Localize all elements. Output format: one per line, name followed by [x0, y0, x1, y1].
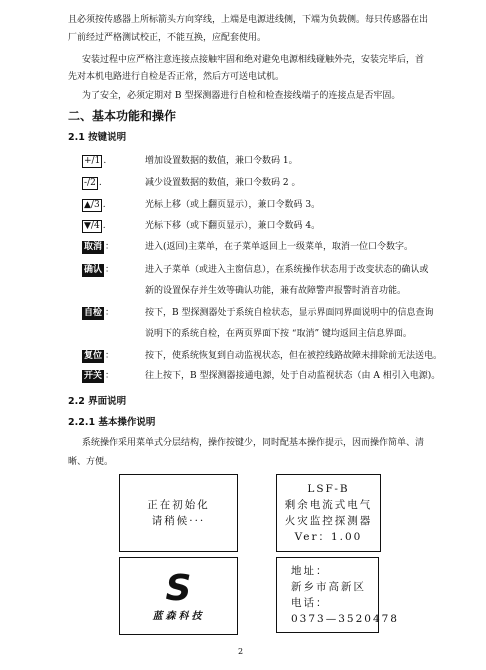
key-confirm-desc-2: 新的设置保存并生效等确认功能，兼有故障警声报警时消音功能。 — [145, 286, 407, 296]
screen-contact — [276, 557, 399, 633]
key-power: 开关 ： — [84, 371, 115, 381]
key-cancel-desc: 进入(返回)主菜单，在子菜单返回上一级菜单，取消一位口令数字。 — [145, 242, 414, 252]
screen-contact-phone: 0373—3520478 — [291, 613, 399, 625]
key-minus-2: -/2 . — [84, 178, 102, 188]
key-confirm: 确认 ： — [84, 265, 115, 275]
key-down-4-label: ▼/4 — [84, 221, 100, 231]
screen-logo — [119, 557, 238, 635]
key-confirm-desc: 进入子菜单（或进入主窗信息），在系统操作状态用于改变状态的确认或 — [145, 265, 429, 275]
key-power-label: 开关 — [84, 371, 103, 381]
key-selftest-label: 自检 — [84, 308, 103, 318]
key-confirm-label: 确认 — [84, 265, 103, 275]
key-reset: 复位 ： — [84, 351, 115, 361]
company-logo-mark: S — [165, 567, 192, 609]
key-selftest: 自检 ： — [84, 308, 115, 318]
section-2-1-heading: 2.1 按键说明 — [68, 132, 127, 143]
screen-contact-address-label: 地址： — [291, 565, 329, 577]
key-up-3-label: ▲/3 — [84, 200, 100, 210]
key-down-4: ▼/4 . — [84, 221, 106, 231]
screen-init-line-1: 正在初始化 — [147, 499, 210, 511]
screen-contact-phone-label: 电话： — [291, 597, 329, 609]
intro-line-1: 且必须按传感器上所标箭头方向穿线，上端是电源进线侧，下端为负载侧。每只传感器在出 — [68, 15, 429, 25]
key-selftest-desc: 按下，B 型探测器处于系统自检状态，显示界面同界面说明中的信息查询 — [145, 308, 434, 318]
key-reset-label: 复位 — [84, 351, 103, 361]
key-cancel-label: 取消 — [84, 242, 103, 252]
key-plus-1-desc: 增加设置数据的数值，兼口令数码 1。 — [145, 156, 298, 166]
key-power-desc: 往上按下，B 型探测器接通电源，处于自动监视状态（由 A 相引入电源)。 — [145, 371, 441, 381]
page-number: 2 — [238, 647, 244, 656]
para-221-line-2: 晰、方便。 — [68, 457, 114, 467]
intro-line-2: 厂前经过严格测试校正，不能互换，应配套使用。 — [68, 33, 267, 43]
screen-product-model: LSF-B — [307, 483, 350, 495]
key-selftest-desc-2: 说明下的系统自检，在两页界面下按 “取消” 键均返回主信息界面。 — [145, 329, 412, 339]
key-minus-2-desc: 减少设置数据的数值，兼口令数码 2 。 — [145, 178, 301, 188]
screen-product-name-2: 火灾监控探测器 — [284, 515, 373, 527]
key-reset-desc: 按下，使系统恢复到自动监视状态，但在被控线路故障未排除前无法送电。 — [145, 351, 443, 361]
key-down-4-desc: 光标下移（或下翻页显示），兼口令数码 4。 — [145, 221, 321, 231]
key-plus-1: +/1 . — [84, 156, 107, 166]
key-cancel: 取消 ： — [84, 242, 115, 252]
screen-product-version: Ver：1.00 — [294, 531, 363, 543]
key-plus-1-label: +/1 — [84, 156, 101, 166]
key-up-3: ▲/3 . — [84, 200, 106, 210]
key-up-3-desc: 光标上移（或上翻页显示），兼口令数码 3。 — [145, 200, 321, 210]
section-2-heading: 二、基本功能和操作 — [68, 109, 177, 123]
section-2-2-1-heading: 2.2.1 基本操作说明 — [68, 417, 156, 428]
intro-line-3: 安装过程中应严格注意连接点接触牢固和绝对避免电源相线碰触外壳，安装完毕后，首 — [82, 55, 425, 65]
intro-line-5: 为了安全，必须定期对 B 型探测器进行自检和检查接线端子的连接点是否牢固。 — [82, 91, 401, 101]
screen-init-line-2: 请稍候··· — [151, 515, 206, 527]
company-logo-text: 蓝森科技 — [152, 610, 205, 622]
screen-product-name-1: 剩余电流式电气 — [284, 499, 373, 511]
screen-product-info — [276, 474, 381, 552]
key-minus-2-label: -/2 — [84, 178, 96, 188]
section-2-2-heading: 2.2 界面说明 — [68, 396, 127, 407]
para-221-line-1: 系统操作采用菜单式分层结构，操作按键少，同时配基本操作提示，因而操作简单、清 — [82, 438, 425, 448]
screen-initializing — [119, 474, 238, 552]
screen-contact-address: 新乡市高新区 — [291, 581, 366, 593]
intro-line-4: 先对本机电路进行自检是否正常，然后方可送电试机。 — [68, 72, 285, 82]
